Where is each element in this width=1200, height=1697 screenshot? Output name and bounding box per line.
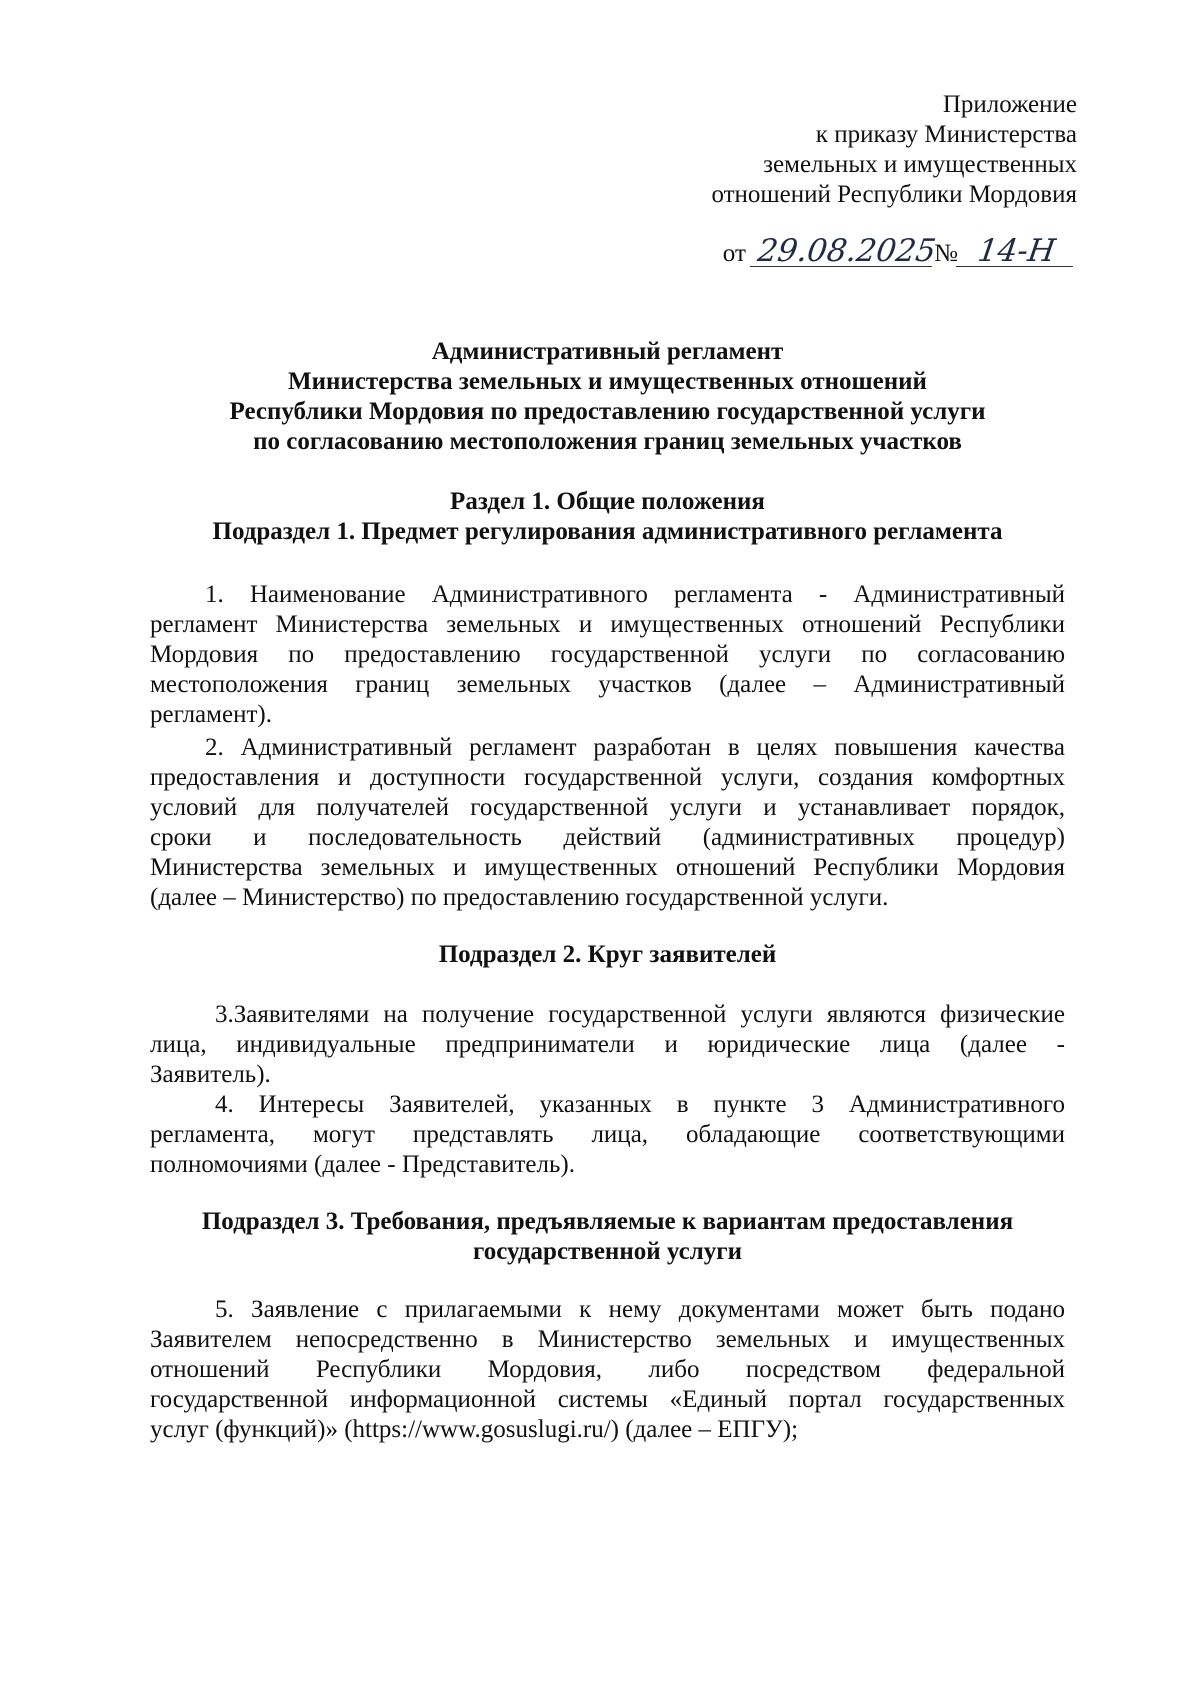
- title-line: Административный регламент: [431, 338, 784, 365]
- paragraph-line: Заявителем непосредственно в Министерство земельных и имущественных: [150, 1326, 1065, 1353]
- subsection-heading: государственной услуги: [472, 1238, 743, 1265]
- paragraph-line: предоставления и доступности государственной услуги, создания комфортных: [150, 764, 1065, 791]
- title-line: Министерства земельных и имущественных отношений: [288, 368, 927, 395]
- date-prefix: от: [722, 240, 746, 267]
- handwritten-date: 29.08.2025: [750, 236, 936, 267]
- paragraph-line: Мордовия по предоставлению государственной услуги по согласованию: [150, 641, 1065, 668]
- subsection-2-heading: [150, 940, 1065, 970]
- paragraph-line: сроки и последовательность действий (административных процедур): [150, 824, 1065, 851]
- paragraph-line: регламент Министерства земельных и имущественных отношений Республики: [150, 611, 1065, 638]
- paragraph-line: 2. Административный регламент разработан в целях повышения качества: [205, 734, 1065, 761]
- section-1-heading: [150, 487, 1065, 547]
- title-line: Республики Мордовия по предоставлению государственной услуги: [229, 398, 986, 425]
- paragraph-line: лица, индивидуальные предприниматели и юридические лица (далее -: [150, 1031, 1065, 1058]
- paragraph-line: государственной информационной системы «Единый портал государственных: [150, 1386, 1065, 1413]
- order-date-line: [722, 233, 1075, 269]
- paragraph-line: полномочиями (далее - Представитель).: [150, 1151, 575, 1178]
- paragraph-line: (далее – Министерство) по предоставлению государственной услуги.: [150, 884, 889, 911]
- paragraph-line: 3.Заявителями на получение государственной услуги являются физические: [215, 1001, 1065, 1028]
- handwritten-number: 14-Н: [956, 236, 1077, 267]
- section-heading: Раздел 1. Общие положения: [450, 488, 765, 515]
- approval-line: отношений Республики Мордовия: [711, 181, 1077, 208]
- title-line: по согласованию местоположения границ земельных участков: [253, 428, 962, 455]
- approval-line: земельных и имущественных: [763, 151, 1077, 178]
- paragraph-line: отношений Республики Мордовия, либо посредством федеральной: [150, 1356, 1065, 1383]
- paragraph-3: [150, 1000, 1065, 1090]
- subsection-heading: Подраздел 1. Предмет регулирования административного регламента: [212, 518, 1003, 545]
- number-sign: №: [934, 240, 958, 267]
- paragraph-line: 1. Наименование Административного регламента - Административный: [205, 581, 1065, 608]
- paragraph-line: местоположения границ земельных участков (далее – Административный: [150, 671, 1065, 698]
- paragraph-line: услуг (функций)» (https://www.gosuslugi.ru/) (далее – ЕПГУ);: [150, 1416, 799, 1443]
- approval-stamp: [711, 90, 1077, 210]
- paragraph-line: условий для получателей государственной услуги и устанавливает порядок,: [150, 794, 1065, 821]
- paragraph-line: 5. Заявление с прилагаемыми к нему документами может быть подано: [215, 1296, 1065, 1323]
- paragraph-line: регламента, могут представлять лица, обладающие соответствующими: [150, 1121, 1065, 1148]
- paragraph-line: Заявитель).: [150, 1061, 271, 1088]
- subsection-heading: Подраздел 3. Требования, предъявляемые к вариантам предоставления: [201, 1208, 1014, 1235]
- approval-line: Приложение: [942, 91, 1077, 118]
- paragraph-line: Министерства земельных и имущественных отношений Республики Мордовия: [150, 854, 1065, 881]
- paragraph-line: 4. Интересы Заявителей, указанных в пункте 3 Административного: [215, 1091, 1065, 1118]
- subsection-heading: Подраздел 2. Круг заявителей: [438, 941, 777, 968]
- document-title: [150, 337, 1065, 457]
- paragraph-1: [150, 580, 1065, 730]
- paragraph-5: [150, 1295, 1065, 1445]
- subsection-3-heading: [150, 1207, 1065, 1267]
- approval-line: к приказу Министерства: [815, 121, 1077, 148]
- paragraph-2: [150, 733, 1065, 913]
- paragraph-line: регламент).: [150, 701, 272, 728]
- paragraph-4: [150, 1090, 1065, 1180]
